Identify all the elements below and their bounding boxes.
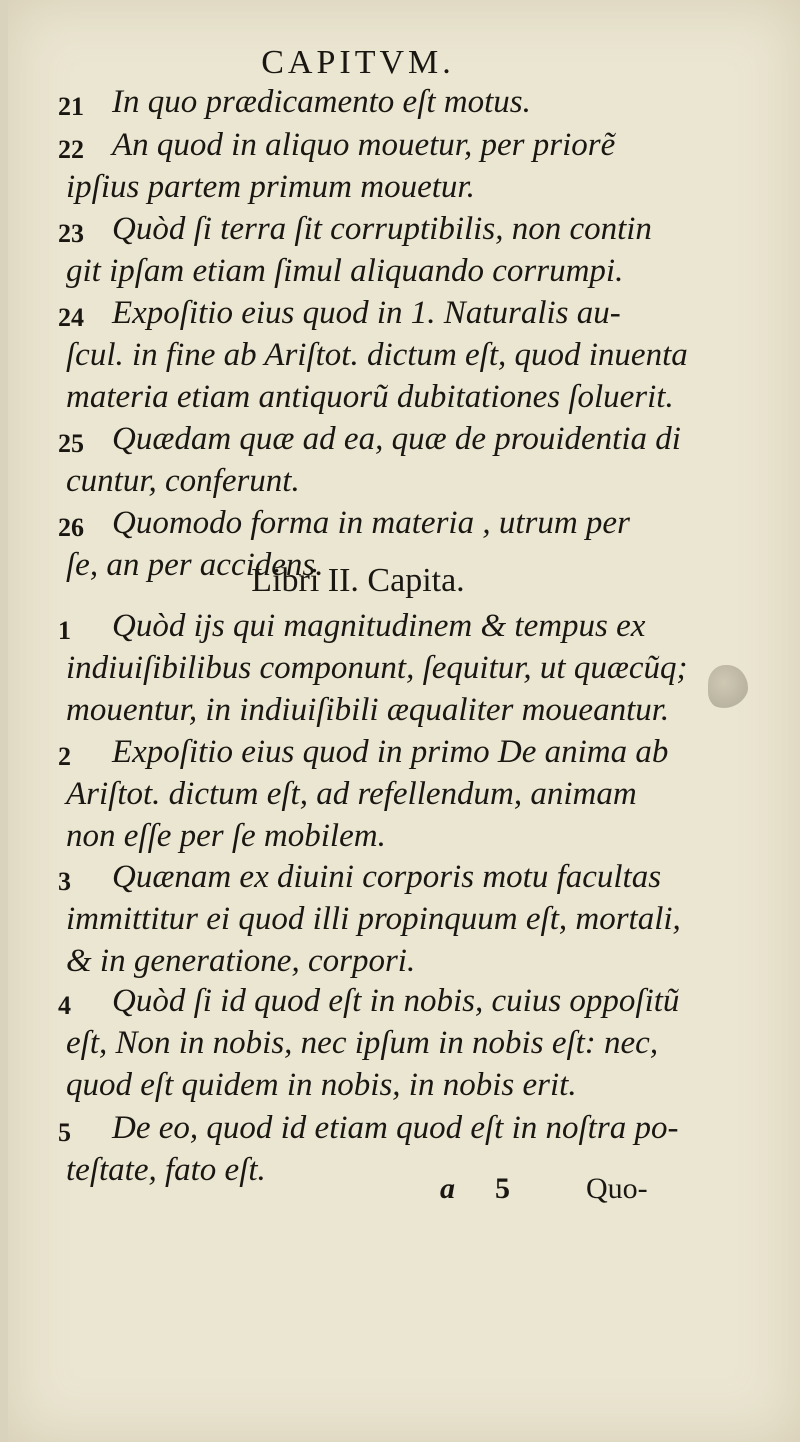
chapter-number: 26 <box>58 513 84 542</box>
chapter-number: 4 <box>58 991 71 1020</box>
signature-number: 5 <box>495 1172 510 1205</box>
chapter-text-line: & in generatione, corpori. <box>66 943 416 979</box>
chapter-text-line: indiuiſibilibus componunt, ſequitur, ut quæcũq; <box>66 650 688 686</box>
chapter-text-line: Quòd ſi id quod eſt in nobis, cuius oppoſitũ <box>112 983 680 1019</box>
chapter-text-line: Quòd ſi terra ſit corruptibilis, non contin <box>112 211 652 247</box>
chapter-text-line: In quo prædicamento eſt motus. <box>112 84 531 120</box>
chapter-number: 21 <box>58 92 84 121</box>
chapter-number: 2 <box>58 742 71 771</box>
chapter-text-line: git ipſam etiam ſimul aliquando corrumpi. <box>66 253 624 289</box>
chapter-text-line: Quomodo forma in materia , utrum per <box>112 505 630 541</box>
chapter-text-line: immittitur ei quod illi propinquum eſt, mortali, <box>66 901 681 937</box>
ink-blot <box>708 665 748 709</box>
book-page <box>8 0 800 1442</box>
chapter-text-line: eſt, Non in nobis, nec ipſum in nobis eſt: nec, <box>66 1025 659 1061</box>
chapter-number: 5 <box>58 1118 71 1147</box>
chapter-text-line: quod eſt quidem in nobis, in nobis erit. <box>66 1067 577 1103</box>
chapter-number: 23 <box>58 219 84 248</box>
chapter-text-line: ipſius partem primum mouetur. <box>66 169 475 205</box>
chapter-text-line: Ariſtot. dictum eſt, ad refellendum, animam <box>66 776 637 812</box>
chapter-number: 25 <box>58 429 84 458</box>
chapter-text-line: mouentur, in indiuiſibili æqualiter moueantur. <box>66 692 670 728</box>
chapter-text-line: ſe, an per accidens. <box>66 547 324 583</box>
section-heading: Libri II. Capita. <box>251 562 465 599</box>
chapter-text-line: cuntur, conferunt. <box>66 463 300 499</box>
page-heading: CAPITVM. <box>261 44 455 81</box>
chapter-text-line: materia etiam antiquorũ dubitationes ſoluerit. <box>66 379 674 415</box>
chapter-number: 24 <box>58 303 84 332</box>
chapter-text-line: ſcul. in fine ab Ariſtot. dictum eſt, quod inuenta <box>66 337 688 373</box>
chapter-number: 1 <box>58 616 71 645</box>
chapter-text-line: An quod in aliquo mouetur, per priorẽ <box>112 127 616 163</box>
chapter-text-line: non eſſe per ſe mobilem. <box>66 818 386 854</box>
chapter-text-line: teſtate, fato eſt. <box>66 1152 266 1188</box>
chapter-number: 22 <box>58 135 84 164</box>
chapter-text-line: Expoſitio eius quod in primo De anima ab <box>112 734 669 770</box>
chapter-text-line: Quòd ijs qui magnitudinem & tempus ex <box>112 608 646 644</box>
signature-mark: a <box>440 1172 455 1205</box>
chapter-text-line: Expoſitio eius quod in 1. Naturalis au- <box>112 295 621 331</box>
chapter-text-line: De eo, quod id etiam quod eſt in noſtra po- <box>112 1110 679 1146</box>
chapter-text-line: Quædam quæ ad ea, quæ de prouidentia di <box>112 421 681 457</box>
chapter-number: 3 <box>58 867 71 896</box>
catchword: Quo- <box>586 1172 648 1205</box>
chapter-text-line: Quænam ex diuini corporis motu facultas <box>112 859 662 895</box>
